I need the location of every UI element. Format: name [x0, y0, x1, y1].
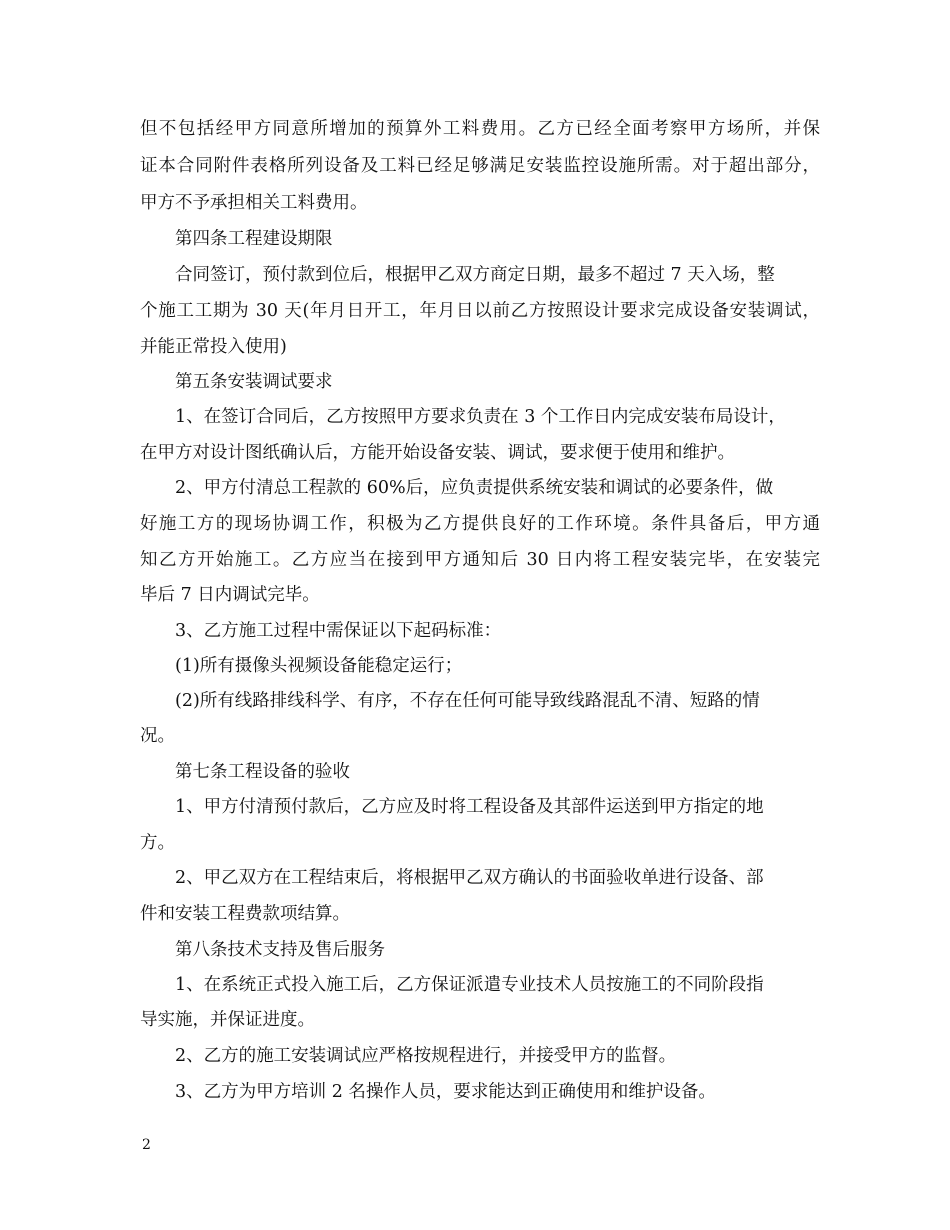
section-heading: 第七条工程设备的验收 — [175, 762, 350, 782]
text-line: 毕后 7 日内调试完毕。 — [140, 585, 320, 605]
section-heading: 第八条技术支持及售后服务 — [175, 940, 385, 960]
text-line: 个施工工期为 30 天(年月日开工，年月日以前乙方按照设计要求完成设备安装调试， — [140, 301, 820, 321]
text-line: 1、甲方付清预付款后，乙方应及时将工程设备及其部件运送到甲方指定的地 — [175, 797, 764, 817]
text-line: 况。 — [140, 726, 175, 746]
text-line: 2、甲方付清总工程款的 60%后，应负责提供系统安装和调试的必要条件，做 — [175, 478, 774, 498]
text-line: 甲方不予承担相关工料费用。 — [140, 193, 368, 213]
text-line: 但不包括经甲方同意所增加的预算外工料费用。乙方已经全面考察甲方场所，并保 — [140, 119, 820, 139]
text-line: 好施工方的现场协调工作，积极为乙方提供良好的工作环境。条件具备后，甲方通 — [140, 514, 820, 534]
text-line: 3、乙方为甲方培训 2 名操作人员，要求能达到正确使用和维护设备。 — [175, 1082, 716, 1102]
text-line: 2、乙方的施工安装调试应严格按规程进行，并接受甲方的监督。 — [175, 1046, 677, 1066]
text-line: 1、在系统正式投入施工后，乙方保证派遣专业技术人员按施工的不同阶段指 — [175, 975, 764, 995]
text-line: 方。 — [140, 833, 175, 853]
section-heading: 第四条工程建设期限 — [175, 229, 333, 249]
text-line: 1、在签订合同后，乙方按照甲方要求负责在 3 个工作日内完成安装布局设计， — [175, 407, 786, 427]
text-line: 导实施，并保证进度。 — [140, 1010, 315, 1030]
section-heading: 第五条安装调试要求 — [175, 372, 333, 392]
text-line: 证本合同附件表格所列设备及工料已经足够满足安装监控设施所需。对于超出部分， — [140, 156, 820, 176]
text-line: 件和安装工程费款项结算。 — [140, 904, 350, 924]
text-line: 并能正常投入使用) — [140, 337, 287, 357]
list-item: (2)所有线路排线科学、有序，不存在任何可能导致线路混乱不清、短路的情 — [175, 691, 760, 711]
page-number: 2 — [142, 1137, 151, 1153]
text-line: 知乙方开始施工。乙方应当在接到甲方通知后 30 日内将工程安装完毕，在安装完 — [140, 550, 820, 570]
text-line: 3、乙方施工过程中需保证以下起码标准： — [175, 621, 502, 641]
text-line: 2、甲乙双方在工程结束后，将根据甲乙双方确认的书面验收单进行设备、部 — [175, 868, 764, 888]
text-line: 在甲方对设计图纸确认后，方能开始设备安装、调试，要求便于使用和维护。 — [140, 443, 735, 463]
list-item: (1)所有摄像头视频设备能稳定运行； — [175, 656, 463, 676]
text-line: 合同签订，预付款到位后，根据甲乙双方商定日期，最多不超过 7 天入场，整 — [175, 265, 775, 285]
